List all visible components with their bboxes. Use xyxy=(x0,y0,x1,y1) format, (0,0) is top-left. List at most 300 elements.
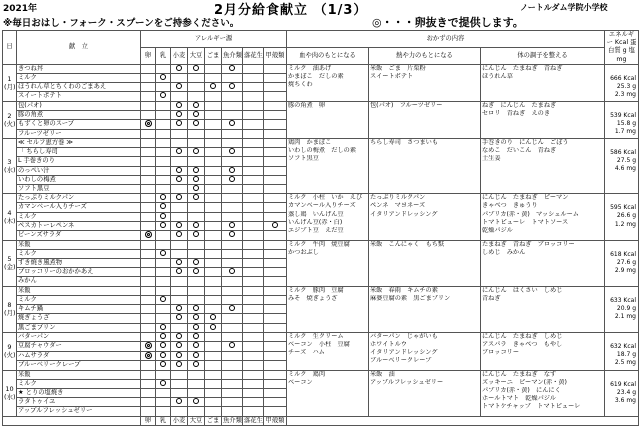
allergen-cell xyxy=(222,212,243,221)
allergen-cell xyxy=(171,194,188,203)
dish-name: 米飯 xyxy=(17,240,141,249)
nutrition-cell xyxy=(605,194,639,241)
menu-row xyxy=(3,194,639,203)
allergen-cell xyxy=(188,110,205,119)
menu-body xyxy=(3,64,639,416)
day-label: 8 (月) xyxy=(3,286,17,332)
allergen-cell xyxy=(171,157,188,166)
allergen-cell xyxy=(205,277,222,286)
dish-name: 黒ごまプリン xyxy=(17,323,141,332)
allergen-mark-icon xyxy=(176,231,182,237)
nutrition-value: 539 Kcal xyxy=(610,111,636,119)
allergen-cell xyxy=(156,157,171,166)
nutrition-cell xyxy=(605,138,639,193)
dish-name: アップルフレッシュゼリー xyxy=(17,407,141,416)
ingredient-line: ほうれん草 xyxy=(482,73,513,80)
day-label: 5 (金) xyxy=(3,240,17,286)
allergen-cell xyxy=(171,295,188,304)
allergen-cell xyxy=(243,379,264,388)
allergen-cell xyxy=(222,240,243,249)
allergen-cell xyxy=(156,332,171,341)
allergen-cell xyxy=(264,370,287,379)
dish-name: 包(パオ) xyxy=(17,101,141,110)
allergen-mark-icon xyxy=(193,305,199,311)
allergen-cell xyxy=(171,351,188,361)
ingredient-line: 土生姜 xyxy=(482,155,501,163)
allergen-mark-icon xyxy=(176,314,182,320)
green-group-cell xyxy=(481,286,605,332)
allergen-cell xyxy=(141,194,156,203)
allergen-cell xyxy=(205,305,222,314)
allergen-cell xyxy=(243,341,264,351)
day-label: 4 (木) xyxy=(3,194,17,241)
ingredient-line: パプリカ(赤・黄) にんにく xyxy=(482,386,561,394)
ingredient-line: かまぼこ だしの素 xyxy=(288,73,344,80)
ingredient-line: たまねぎ 青ねぎ ブロッコリー xyxy=(482,240,575,248)
ingredient-line: 米飯 春雨 キムチの素 xyxy=(370,286,438,294)
allergen-cell xyxy=(243,277,264,286)
allergen-cell xyxy=(156,398,171,407)
allergen-cell xyxy=(171,314,188,323)
allergen-mark-icon xyxy=(176,352,182,358)
energy-column-header: エネルギー Kcal 蛋白質 g 塩 mg xyxy=(605,31,639,65)
allergen-cell xyxy=(243,351,264,361)
allergen-cell xyxy=(188,120,205,130)
nutrition-value: 23.4 g xyxy=(616,388,636,396)
allergen-cell xyxy=(156,138,171,147)
red-group-cell xyxy=(287,64,369,101)
yellow-group-cell xyxy=(369,240,481,286)
allergen-cell xyxy=(243,221,264,230)
allergen-cell xyxy=(171,332,188,341)
allergen-cell xyxy=(141,221,156,230)
dish-name: ブロッコリーのおかかあえ xyxy=(17,268,141,277)
allergen-cell xyxy=(222,370,243,379)
allergen-mark-icon xyxy=(193,259,199,265)
allergen-cell xyxy=(156,286,171,295)
allergen-cell xyxy=(188,388,205,397)
nutrition-cell xyxy=(605,240,639,286)
green-group-cell xyxy=(481,240,605,286)
allergen-cell xyxy=(243,129,264,138)
day-label: 1 (月) xyxy=(3,64,17,101)
ingredient-line: 米飯 油 xyxy=(370,370,395,378)
allergen-footer: 卵 xyxy=(141,416,156,425)
ingredient-line: チーズ ハム xyxy=(288,349,325,357)
allergen-cell xyxy=(141,323,156,332)
allergen-cell xyxy=(222,148,243,157)
allergen-cell xyxy=(141,361,156,370)
allergen-cell xyxy=(188,203,205,212)
allergen-header: 卵 xyxy=(141,47,156,64)
allergen-cell xyxy=(188,351,205,361)
egg-free-note: ◎・・・卵抜きで提供します。 xyxy=(372,16,524,29)
allergen-cell xyxy=(171,388,188,397)
allergen-cell xyxy=(188,398,205,407)
allergen-footer: 魚介類 xyxy=(223,416,242,424)
allergen-cell xyxy=(222,101,243,110)
nutrition-cell xyxy=(605,101,639,138)
allergen-cell xyxy=(264,166,287,175)
nutrition-value: 595 Kcal xyxy=(610,204,636,212)
allergen-cell xyxy=(264,407,287,416)
allergen-cell xyxy=(222,230,243,240)
green-group-cell xyxy=(481,138,605,193)
allergen-cell xyxy=(188,138,205,147)
menu-table xyxy=(2,30,639,426)
allergen-mark-icon xyxy=(176,111,182,117)
allergen-cell xyxy=(205,341,222,351)
allergen-cell xyxy=(141,295,156,304)
allergen-cell xyxy=(188,379,205,388)
allergen-cell xyxy=(222,388,243,397)
green-group-cell xyxy=(481,64,605,101)
allergen-cell xyxy=(156,194,171,203)
allergen-cell xyxy=(264,341,287,351)
day-label: 3 (水) xyxy=(3,138,17,193)
allergen-cell xyxy=(141,398,156,407)
allergen-cell xyxy=(205,351,222,361)
allergen-cell xyxy=(188,259,205,268)
allergen-cell xyxy=(141,138,156,147)
yellow-group-cell xyxy=(369,286,481,332)
dish-name: L 手巻きのり xyxy=(17,157,141,166)
dish-name: ブルーベリークレープ xyxy=(17,361,141,370)
allergen-cell xyxy=(141,286,156,295)
allergen-cell xyxy=(188,221,205,230)
allergen-cell xyxy=(222,138,243,147)
footer-spacer xyxy=(3,416,141,425)
allergen-cell xyxy=(243,120,264,130)
allergen-cell xyxy=(141,129,156,138)
allergen-cell xyxy=(171,138,188,147)
ingredient-line: トマトピューレ トマトソース xyxy=(482,218,569,226)
allergen-cell xyxy=(205,323,222,332)
nutrition-value: 2.9 mg xyxy=(614,267,636,275)
allergen-header: ごま xyxy=(205,47,222,64)
nutrition-value: 4.6 mg xyxy=(614,165,636,173)
green-group-cell xyxy=(481,101,605,138)
allergen-cell xyxy=(243,194,264,203)
menu-row xyxy=(3,101,639,110)
ingredient-line: にんじん たまねぎ しめじ xyxy=(482,332,563,340)
allergen-footer: 大豆 xyxy=(188,416,205,425)
nutrition-value: 2.3 mg xyxy=(614,91,636,99)
allergen-cell xyxy=(171,361,188,370)
green-group-cell xyxy=(481,332,605,370)
ingredient-line: ミルク 牛肉 焼豆腐 xyxy=(288,240,350,248)
allergen-cell xyxy=(222,361,243,370)
allergen-cell xyxy=(205,157,222,166)
allergen-header: 乳 xyxy=(156,47,171,64)
allergen-cell xyxy=(243,184,264,193)
allergen-cell xyxy=(264,277,287,286)
ingredient-line: ソフト黒豆 xyxy=(288,155,319,163)
allergen-cell xyxy=(188,101,205,110)
allergen-cell xyxy=(222,221,243,230)
allergen-cell xyxy=(243,230,264,240)
allergen-cell xyxy=(141,268,156,277)
dish-name: ほうれん草とちくわのごまあえ xyxy=(17,83,141,92)
red-group-cell xyxy=(287,138,369,193)
allergen-cell xyxy=(243,249,264,258)
ingredient-line: いんげん豆(赤・白) xyxy=(288,218,343,226)
allergen-cell xyxy=(243,370,264,379)
allergen-mark-icon xyxy=(229,176,235,182)
allergen-cell xyxy=(141,101,156,110)
allergen-cell xyxy=(156,249,171,258)
allergen-cell xyxy=(171,286,188,295)
nutrition-value: 633 Kcal xyxy=(610,296,636,304)
allergen-cell xyxy=(205,240,222,249)
allergen-mark-icon xyxy=(193,120,199,126)
allergen-cell xyxy=(264,101,287,110)
allergen-cell xyxy=(188,341,205,351)
allergen-cell xyxy=(188,314,205,323)
allergen-cell xyxy=(264,175,287,184)
allergen-mark-icon xyxy=(193,324,199,330)
allergen-cell xyxy=(264,268,287,277)
allergen-cell xyxy=(222,314,243,323)
ingredient-line: にんじん たまねぎ ピーマン xyxy=(482,194,569,202)
allergen-mark-icon xyxy=(193,111,199,117)
allergen-footer: 乳 xyxy=(156,416,171,425)
allergen-cell xyxy=(222,286,243,295)
allergen-mark-icon xyxy=(229,342,235,348)
allergen-cell xyxy=(156,64,171,73)
allergen-cell xyxy=(243,166,264,175)
allergen-cell xyxy=(264,92,287,101)
allergen-cell xyxy=(205,332,222,341)
allergen-cell xyxy=(141,157,156,166)
allergen-cell xyxy=(205,398,222,407)
allergen-cell xyxy=(141,230,156,240)
dish-name: ラタトゥイユ xyxy=(17,398,141,407)
nutrition-value: 618 Kcal xyxy=(610,250,636,258)
allergen-cell xyxy=(205,83,222,92)
allergen-mark-icon xyxy=(193,148,199,154)
allergen-mark-icon xyxy=(210,83,216,89)
page-title: 2月分給食献立 （1/3） xyxy=(214,3,368,18)
year-label: 2021年 xyxy=(3,4,38,14)
ingredient-line: トマトケチャップ トマトピューレ xyxy=(482,403,581,411)
allergen-cell xyxy=(141,332,156,341)
menu-row xyxy=(3,370,639,379)
allergen-cell xyxy=(243,138,264,147)
allergen-mark-icon xyxy=(160,74,166,80)
allergen-mark-icon xyxy=(193,361,199,367)
allergen-cell xyxy=(264,351,287,361)
ingredient-line: ベーコン xyxy=(288,378,313,386)
allergen-cell xyxy=(264,83,287,92)
allergen-cell xyxy=(171,277,188,286)
allergen-header: 甲殻類 xyxy=(264,47,287,64)
allergen-cell xyxy=(188,212,205,221)
allergen-mark-icon xyxy=(160,203,166,209)
allergen-cell xyxy=(205,407,222,416)
allergen-mark-icon xyxy=(176,268,182,274)
allergen-cell xyxy=(188,240,205,249)
allergen-cell xyxy=(264,184,287,193)
allergen-cell xyxy=(264,388,287,397)
dish-name: ペスカトーレペンネ xyxy=(17,221,141,230)
ingredient-line: しめじ みかん xyxy=(482,248,526,256)
allergen-cell xyxy=(188,277,205,286)
allergen-cell xyxy=(205,388,222,397)
allergen-cell xyxy=(264,194,287,203)
yellow-group-cell xyxy=(369,101,481,138)
ingredient-line: にんじん はくさい しめじ xyxy=(482,286,563,294)
allergen-cell xyxy=(141,83,156,92)
ingredient-line: 米飯 ごま 片栗粉 xyxy=(370,64,426,72)
dish-name: 焼ぎょうざ xyxy=(17,314,141,323)
allergen-cell xyxy=(156,92,171,101)
allergen-mark-icon xyxy=(176,148,182,154)
allergen-cell xyxy=(188,74,205,83)
allergen-mark-icon xyxy=(210,314,216,320)
allergen-mark-icon xyxy=(160,296,166,302)
allergen-cell xyxy=(141,407,156,416)
nutrition-cell xyxy=(605,370,639,416)
day-label: 9 (火) xyxy=(3,332,17,370)
allergen-cell xyxy=(243,175,264,184)
allergen-cell xyxy=(264,138,287,147)
allergen-cell xyxy=(141,305,156,314)
green-group-cell xyxy=(481,370,605,416)
dish-name: 豆腐チャウダー xyxy=(17,341,141,351)
allergen-cell xyxy=(141,259,156,268)
allergen-cell xyxy=(171,240,188,249)
allergen-cell xyxy=(243,361,264,370)
menu-row xyxy=(3,64,639,73)
yellow-group-header: 熱や力のもとになる xyxy=(369,47,481,64)
allergen-cell xyxy=(188,407,205,416)
menu-column-header: 献 立 xyxy=(17,31,141,65)
allergen-cell xyxy=(205,361,222,370)
allergen-cell xyxy=(243,240,264,249)
ingredient-line: 米飯 こんにゃく もち麩 xyxy=(370,240,445,248)
allergen-cell xyxy=(156,83,171,92)
ingredient-line: 豚の角煮 卵 xyxy=(288,101,326,109)
nutrition-value: 20.9 g xyxy=(616,304,636,312)
allergen-cell xyxy=(222,379,243,388)
allergen-mark-icon xyxy=(176,361,182,367)
dish-name: みかん xyxy=(17,277,141,286)
allergen-cell xyxy=(156,184,171,193)
allergen-cell xyxy=(141,379,156,388)
allergen-cell xyxy=(243,259,264,268)
allergen-mark-icon xyxy=(229,120,235,126)
allergen-cell xyxy=(243,398,264,407)
dish-name: フルーツゼリー xyxy=(17,129,141,138)
content-column-header: おかずの内容 xyxy=(287,31,605,48)
allergen-cell xyxy=(171,175,188,184)
ingredient-line: ねぎ にんじん たまねぎ xyxy=(482,101,557,109)
allergen-mark-icon xyxy=(160,342,166,348)
chopsticks-note: ※毎日おはし・フォーク・スプーンをご持参ください。 xyxy=(3,18,240,29)
nutrition-value: 1.2 mg xyxy=(614,220,636,228)
allergen-cell xyxy=(243,148,264,157)
allergen-cell xyxy=(156,361,171,370)
allergen-cell xyxy=(222,295,243,304)
dish-name: ハムサラダ xyxy=(17,351,141,361)
allergen-cell xyxy=(222,175,243,184)
allergen-mark-icon xyxy=(176,167,182,173)
ingredient-line: ベーコン 小柱 豆腐 xyxy=(288,340,350,348)
ingredient-line: 鶏肉 かまぼこ xyxy=(288,138,332,146)
nutrition-cell xyxy=(605,286,639,332)
allergen-cell xyxy=(188,166,205,175)
allergen-mark-icon xyxy=(193,342,199,348)
dish-name: 米飯 xyxy=(17,370,141,379)
allergen-mark-icon xyxy=(193,352,199,358)
ingredient-line: 青ねぎ xyxy=(482,294,501,302)
allergen-cell xyxy=(171,110,188,119)
nutrition-value: 1.7 mg xyxy=(614,128,636,136)
day-column-header: 日 xyxy=(3,31,17,65)
allergen-mark-icon xyxy=(193,333,199,339)
allergen-cell xyxy=(156,175,171,184)
allergen-cell xyxy=(141,240,156,249)
allergen-cell xyxy=(243,212,264,221)
ingredient-line: カマンベール入りチーズ xyxy=(288,202,356,210)
allergen-cell xyxy=(188,361,205,370)
allergen-cell xyxy=(264,230,287,240)
red-group-header: 血や肉のもとになる xyxy=(287,47,369,64)
green-group-header: 体の調子を整える xyxy=(481,47,605,64)
allergen-mark-icon xyxy=(176,305,182,311)
allergen-mark-icon xyxy=(193,65,199,71)
allergen-mark-icon xyxy=(160,333,166,339)
allergen-cell xyxy=(141,166,156,175)
nutrition-value: 666 Kcal xyxy=(610,74,636,82)
allergen-cell xyxy=(188,230,205,240)
allergen-cell xyxy=(156,305,171,314)
dish-name: のっぺい汁 xyxy=(17,166,141,175)
allergen-cell xyxy=(141,249,156,258)
red-group-cell xyxy=(287,370,369,416)
allergen-cell xyxy=(188,83,205,92)
allergen-cell xyxy=(205,221,222,230)
ingredient-line: アスパラ きゃべつ もやし xyxy=(482,340,563,348)
dish-name: もずくと卵のスープ xyxy=(17,120,141,130)
allergen-cell xyxy=(156,221,171,230)
dish-name: きつね丼 xyxy=(17,64,141,73)
ingredient-line: ミルク 小柱 いか えび xyxy=(288,194,363,202)
ingredient-line: ミルク 鶏肉 xyxy=(288,370,326,378)
allergen-mark-icon xyxy=(193,102,199,108)
allergen-cell xyxy=(264,64,287,73)
yellow-group-cell xyxy=(369,370,481,416)
allergen-cell xyxy=(141,351,156,361)
allergen-cell xyxy=(205,314,222,323)
green-group-cell xyxy=(481,194,605,241)
allergen-cell xyxy=(205,101,222,110)
dish-name: ミルク xyxy=(17,249,141,258)
allergen-cell xyxy=(264,110,287,119)
allergen-mark-icon xyxy=(176,259,182,265)
allergen-cell xyxy=(188,323,205,332)
allergen-mark-icon xyxy=(193,268,199,274)
allergen-cell xyxy=(141,341,156,351)
allergen-cell xyxy=(188,148,205,157)
allergen-cell xyxy=(156,259,171,268)
allergen-cell xyxy=(188,295,205,304)
nutrition-value: 3.6 mg xyxy=(614,396,636,404)
allergen-mark-icon xyxy=(176,83,182,89)
allergen-cell xyxy=(188,157,205,166)
allergen-mark-icon xyxy=(229,148,235,154)
